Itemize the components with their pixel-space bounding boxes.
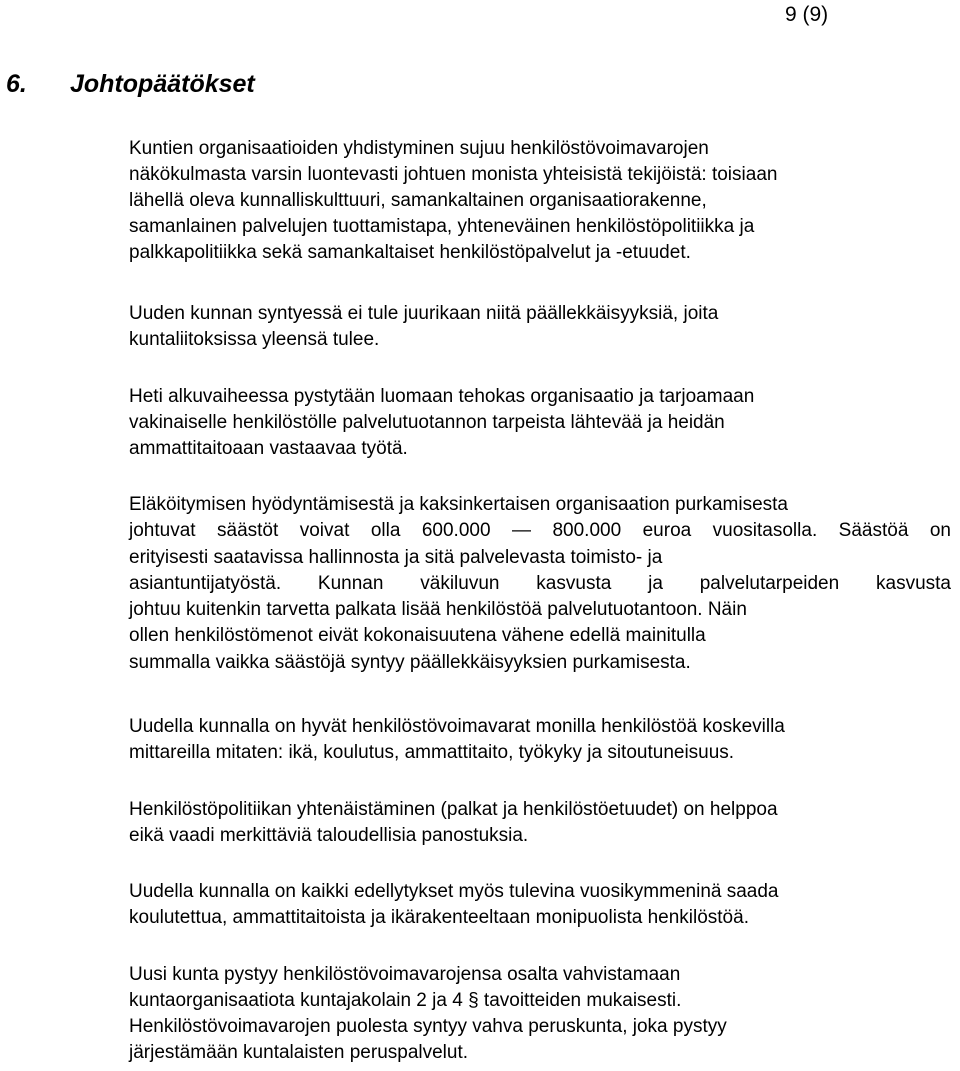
paragraph-line: Henkilöstövoimavarojen puolesta syntyy vahva peruskunta, joka pystyy [129,1016,727,1037]
paragraph-line: samanlainen palvelujen tuottamistapa, yhteneväinen henkilöstöpolitiikka ja [129,216,755,237]
section-heading [6,68,255,100]
paragraph-organisation-merger [129,136,959,266]
paragraph-line: johtuvat säästöt voivat olla 600.000 — 800.000 euroa vuositasolla. Säästöä on [129,520,951,542]
paragraph-line: eikä vaadi merkittäviä taloudellisia panostuksia. [129,825,529,847]
section-title: Johtopäätökset [70,70,255,98]
paragraph-line: kuntaliitoksissa yleensä tulee. [129,329,380,350]
paragraph-line: ammattitaitoaan vastaavaa työtä. [129,438,408,459]
paragraph-line: Heti alkuvaiheessa pystytään luomaan tehokas organisaatio ja tarjoamaan [129,386,755,407]
paragraph-line: Uudella kunnalla on hyvät henkilöstövoimavarat monilla henkilöstöä koskevilla [129,716,785,737]
paragraph-line: kuntaorganisaatiota kuntajakolain 2 ja 4 § tavoitteiden mukaisesti. [129,990,682,1011]
paragraph-line: lähellä oleva kunnalliskulttuuri, samankaltainen organisaatiorakenne, [129,190,707,211]
paragraph-line: erityisesti saatavissa hallinnosta ja sitä palvelevasta toimisto- ja [129,546,663,568]
paragraph-line: asiantuntijatyöstä. Kunnan väkiluvun kasvusta ja palvelutarpeiden kasvusta [129,572,951,594]
paragraph-good-resources [129,714,959,766]
paragraph-line: palkkapolitiikka sekä samankaltaiset henkilöstöpalvelut ja -etuudet. [129,242,691,263]
paragraph-efficient-organisation [129,384,959,462]
paragraph-strengthen-municipality [129,962,959,1066]
paragraph-line: Eläköitymisen hyödyntämisestä ja kaksinkertaisen organisaation purkamisesta [129,494,788,515]
paragraph-line: järjestämään kuntalaisten peruspalvelut. [129,1042,469,1063]
section-number: 6. [6,70,27,98]
paragraph-line: mittareilla mitaten: ikä, koulutus, ammattitaito, työkyky ja sitoutuneisuus. [129,742,735,763]
paragraph-line: johtuu kuitenkin tarvetta palkata lisää henkilöstöä palvelutuotantoon. Näin [129,599,747,621]
paragraph-line: ollen henkilöstömenot eivät kokonaisuutena vähene edellä mainitulla [129,625,706,647]
paragraph-line: Uudella kunnalla on kaikki edellytykset myös tulevina vuosikymmeninä saada [129,881,779,902]
paragraph-line: Henkilöstöpolitiikan yhtenäistäminen (palkat ja henkilöstöetuudet) on helppoa [129,799,778,820]
page-number: 9 (9) [785,3,829,26]
paragraph-no-overlaps [129,301,959,353]
paragraph-line: vakinaiselle henkilöstölle palvelutuotannon tarpeista lähtevää ja heidän [129,412,725,433]
paragraph-savings [129,492,959,676]
paragraph-line: näkökulmasta varsin luontevasti johtuen monista yhteisistä tekijöistä: toisiaan [129,164,778,185]
paragraph-line: Uuden kunnan syntyessä ei tule juurikaan niitä päällekkäisyyksiä, joita [129,303,719,324]
paragraph-line: koulutettua, ammattitaitoista ja ikärakenteeltaan monipuolista henkilöstöä. [129,907,749,928]
paragraph-line: Uusi kunta pystyy henkilöstövoimavarojensa osalta vahvistamaan [129,964,681,985]
paragraph-line: Kuntien organisaatioiden yhdistyminen sujuu henkilöstövoimavarojen [129,138,709,159]
paragraph-future-prerequisites [129,879,959,931]
paragraph-line: summalla vaikka säästöjä syntyy päällekkäisyyksien purkamisesta. [129,651,691,673]
paragraph-hr-policy [129,797,959,850]
